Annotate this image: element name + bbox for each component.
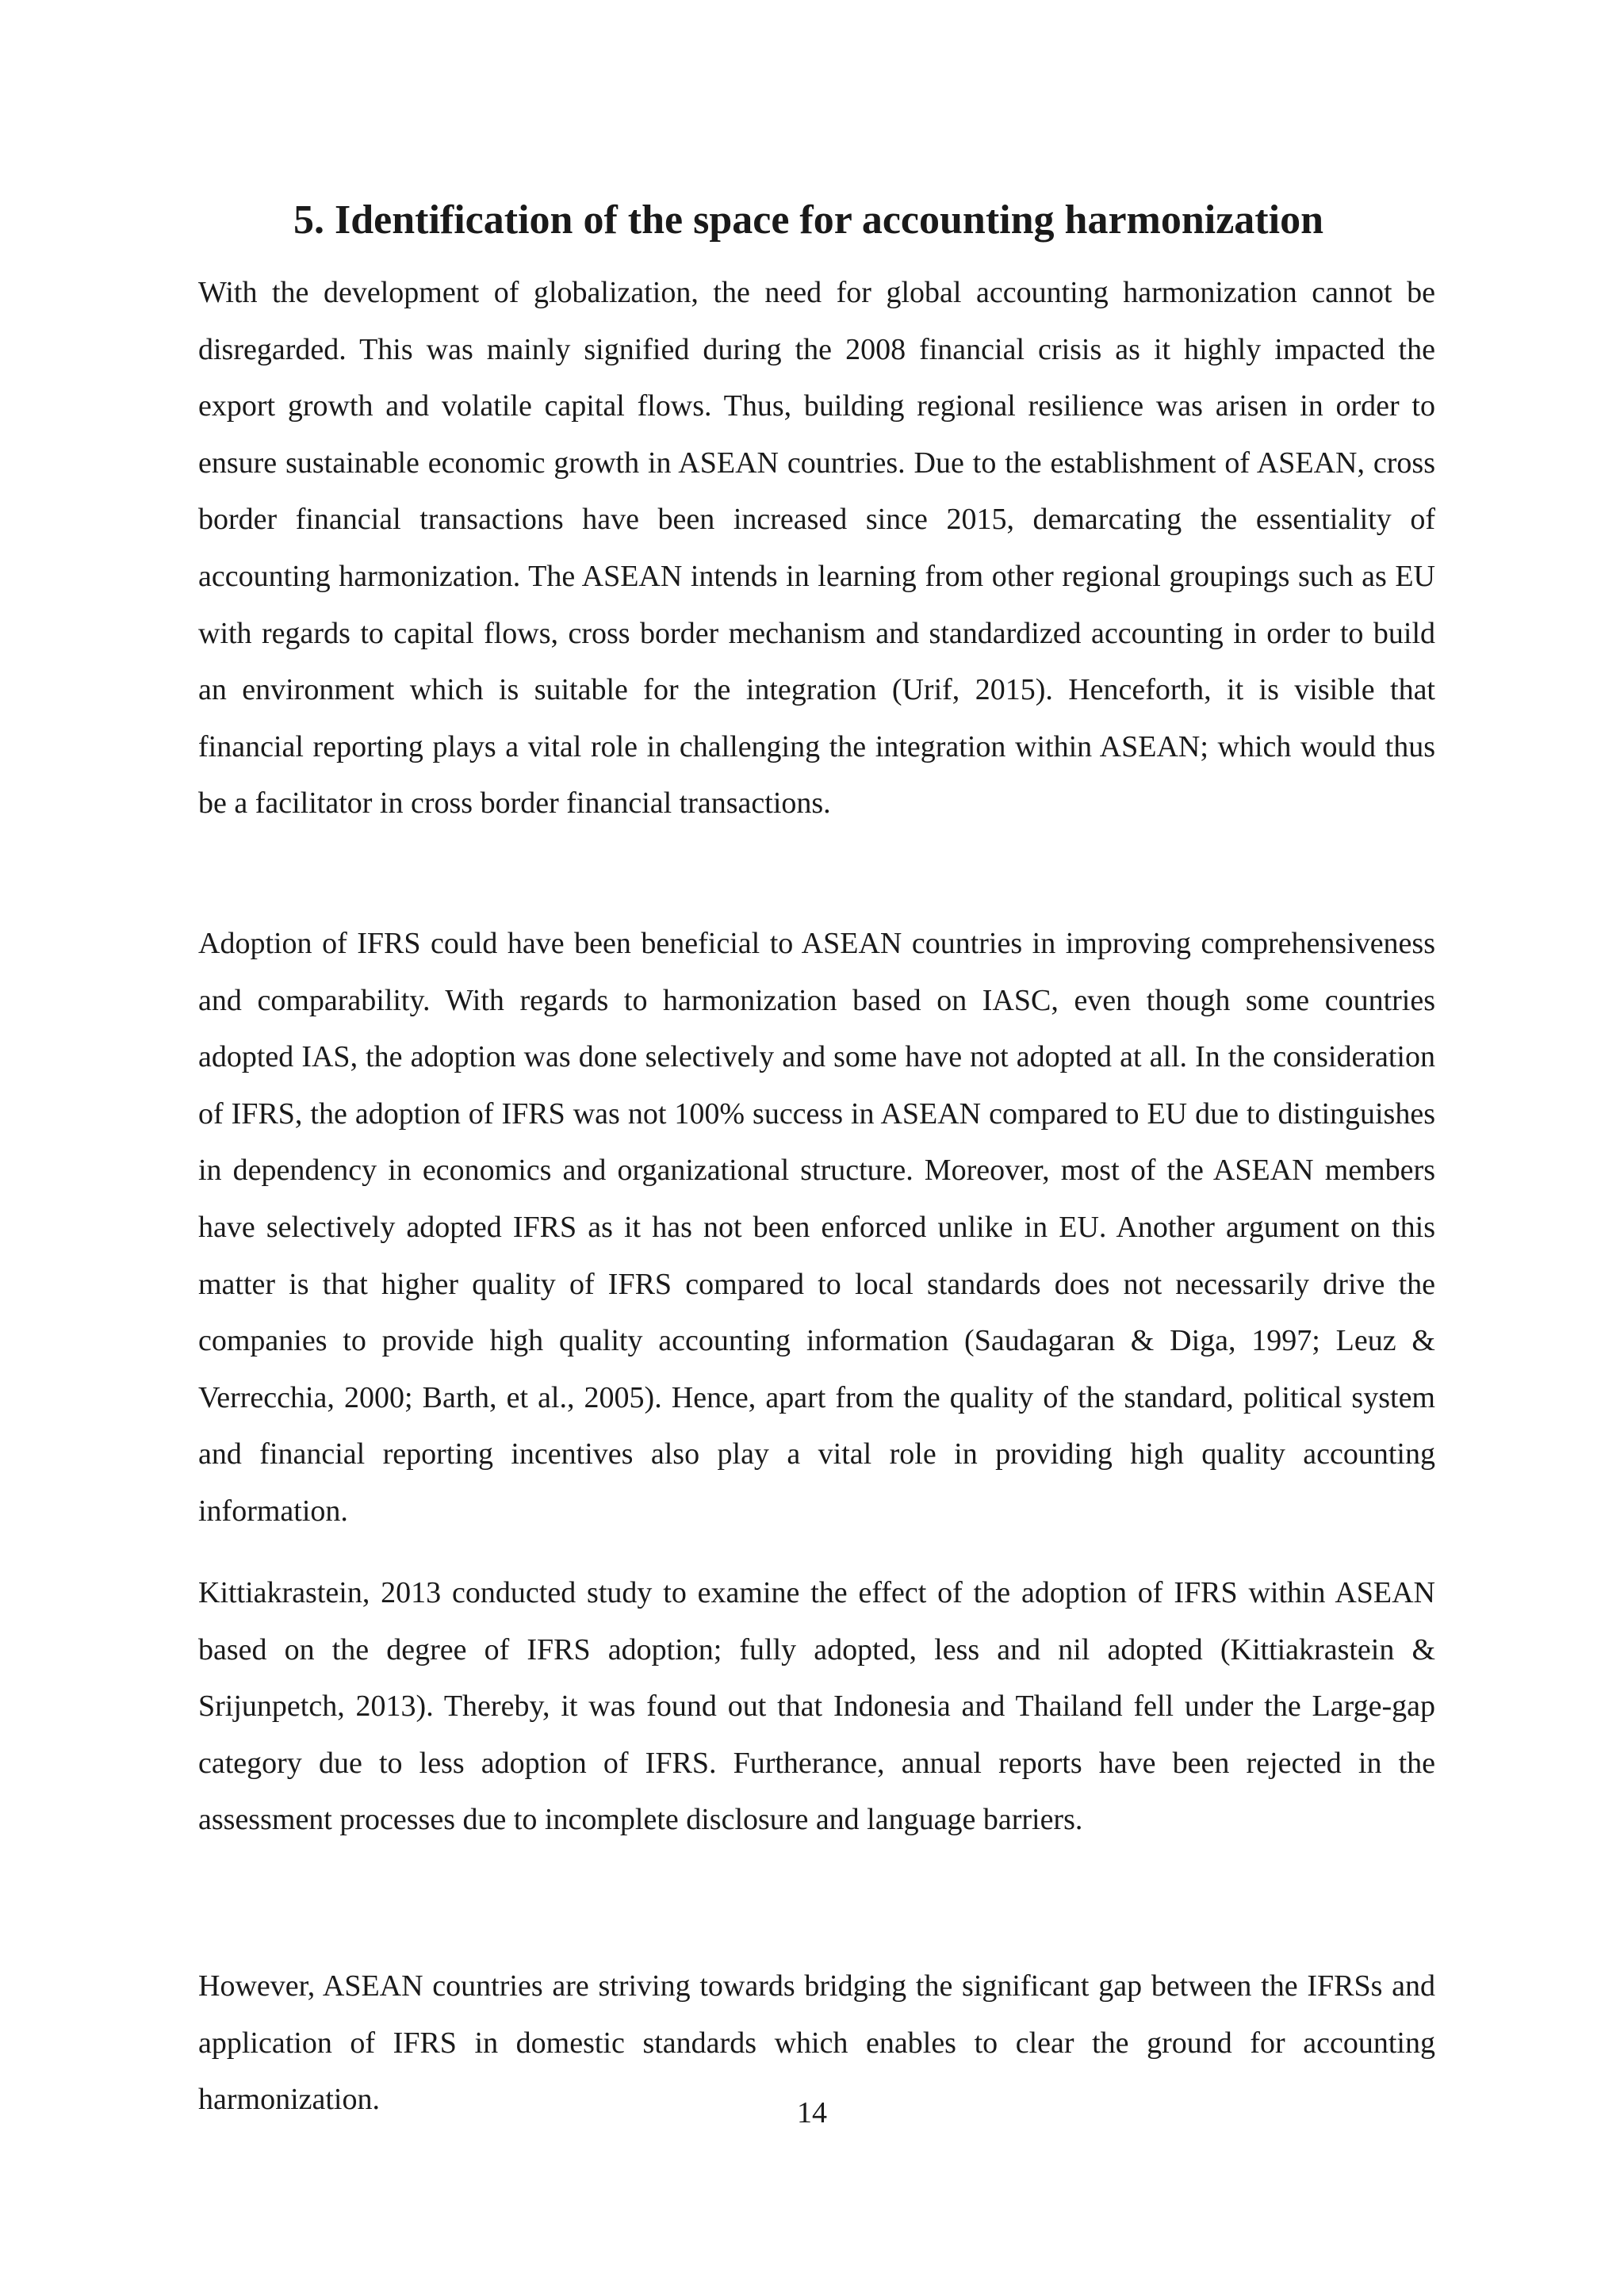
paragraph-kittiakrastein-study: Kittiakrastein, 2013 conducted study to examine the effect of the adoption of IFRS within ASEAN based on the degree of IFRS adoption; fully adopted, less and nil adopted (Kittiakrastein & Srijunpetch, 2013). Thereby, it was found out that Indonesia and Thailand fell under the Large-gap category due to less adoption of IFRS. Furtherance, annual reports have been rejected in the assessment processes due to incomplete disclosure and language barriers.	[198, 1576, 1435, 1837]
paragraph-ifrs-adoption: Adoption of IFRS could have been beneficial to ASEAN countries in improving comprehensiveness and comparability. With regards to harmonization based on IASC, even though some countries adopted IAS, the adoption was done selectively and some have not adopted at all. In the consideration of IFRS, the adoption of IFRS was not 100% success in ASEAN compared to EU due to distinguishes in dependency in economics and organizational structure. Moreover, most of the ASEAN members have selectively adopted IFRS as it has not been enforced unlike in EU. Another argument on this matter is that higher quality of IFRS compared to local standards does not necessarily drive the companies to provide high quality accounting information (Saudagaran & Diga, 1997; Leuz & Verrecchia, 2000; Barth, et al., 2005). Hence, apart from the quality of the standard, political system and financial reporting incentives also play a vital role in providing high quality accounting information.	[198, 927, 1435, 1528]
paragraph-bridging-gap: However, ASEAN countries are striving towards bridging the significant gap between the IFRSs and application of IFRS in domestic standards which enables to clear the ground for accounting harmonization.	[198, 1969, 1435, 2117]
section-heading: 5. Identification of the space for accounting harmonization	[293, 197, 1323, 243]
paragraph-globalization: With the development of globalization, the need for global accounting harmonization cannot be disregarded. This was mainly signified during the 2008 financial crisis as it highly impacted the export growth and volatile capital flows. Thus, building regional resilience was arisen in order to ensure sustainable economic growth in ASEAN countries. Due to the establishment of ASEAN, cross border financial transactions have been increased since 2015, demarcating the essentiality of accounting harmonization. The ASEAN intends in learning from other regional groupings such as EU with regards to capital flows, cross border mechanism and standardized accounting in order to build an environment which is suitable for the integration (Urif, 2015). Henceforth, it is visible that financial reporting plays a vital role in challenging the integration within ASEAN; which would thus be a facilitator in cross border financial transactions.	[198, 276, 1435, 821]
page-number: 14	[797, 2096, 827, 2130]
